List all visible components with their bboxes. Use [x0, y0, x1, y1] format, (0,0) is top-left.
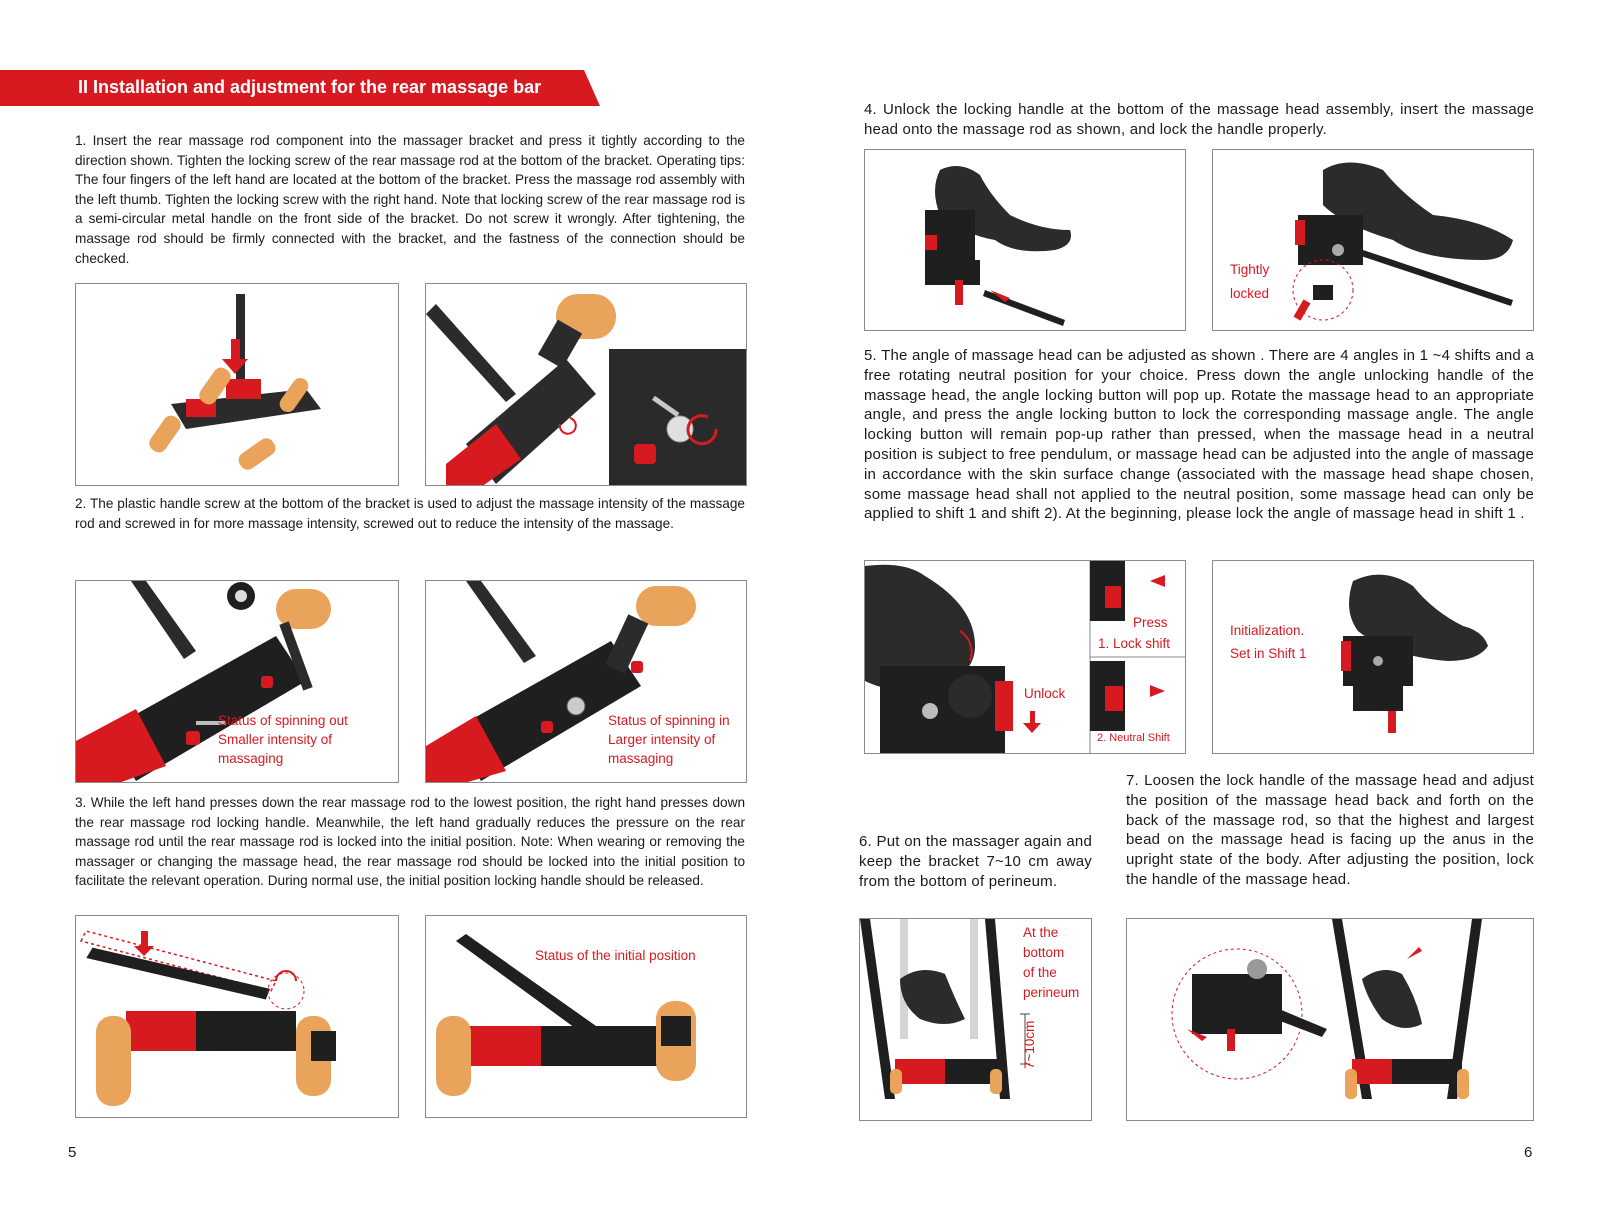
caption-tightly-1: Tightly — [1230, 262, 1270, 277]
caption-tightly-2: locked — [1230, 286, 1270, 301]
caption-initial-position: Status of the initial position — [535, 948, 696, 963]
figure-initialization — [1212, 560, 1534, 754]
caption-neutral-shift: 2. Neutral Shift — [1097, 732, 1170, 744]
screw-illustration — [426, 284, 747, 486]
caption-bottom-4: perineum — [1023, 985, 1080, 1000]
figure-rod-insert — [75, 283, 399, 486]
caption-spin-in-1: Status of spinning in — [608, 713, 730, 728]
step-1-text: 1. Insert the rear massage rod component into the massager bracket and press it tightly according to the direction shown. Tighten the locking screw of the rear massage rod at the bottom of the bracket. Operating tips: The four fingers of the left hand are located at the bottom of the bracket. Press the massage rod assembly with the left thumb. Tighten the locking screw with the right hand. Note that locking screw of the rear massage rod is a semi-circular metal handle on the front side of the bracket. Do not screw it wrongly. After tightening, the massage rod should be firmly connected with the bracket, and the fastness of the connection should be checked. — [75, 133, 745, 266]
figure-initial-position — [425, 915, 747, 1118]
figure-spinning-in — [425, 580, 747, 783]
figure-insert-head — [864, 149, 1186, 331]
figure-tightly-locked — [1212, 149, 1534, 331]
caption-spin-out-3: massaging — [218, 751, 284, 766]
figure-press-down — [75, 915, 399, 1118]
caption-distance: 7~10cm — [1022, 1020, 1037, 1069]
figure-screw-tighten — [425, 283, 747, 486]
figure-bracket-distance — [859, 918, 1092, 1121]
step-2-text: 2. The plastic handle screw at the bottom of the bracket is used to adjust the massage intensity of the massage rod and screwed in for more massage intensity, screwed out to reduce the intensity of the massage. — [75, 496, 745, 531]
caption-init-1: Initialization. — [1230, 623, 1305, 638]
caption-spin-out-2: Smaller intensity of — [218, 732, 333, 747]
figure-spinning-out — [75, 580, 399, 783]
red-arrow-icon — [134, 931, 154, 956]
step-6-text: 6. Put on the massager again and keep the bracket 7~10 cm away from the bottom of perineum. — [859, 833, 1092, 890]
caption-bottom-1: At the — [1023, 925, 1059, 940]
step-3-text: 3. While the left hand presses down the rear massage rod to the lowest position, the right hand presses down the rear massage rod locking handle. Meanwhile, the left hand gradually reduces the pressure on the rear massage rod until the rear massage rod is locked into the initial position. Note: When wearing or removing the massager or changing the massage head, the rear massage rod should be locked into the initial position to facilitate the relevant operation. During normal use, the initial position locking handle should be released. — [75, 795, 745, 889]
caption-spin-in-2: Larger intensity of — [608, 732, 716, 747]
page-number-left: 5 — [68, 1144, 77, 1161]
page-number-right: 6 — [1524, 1144, 1533, 1161]
caption-lock-shift: 1. Lock shift — [1098, 636, 1171, 651]
section-title: II Installation and adjustment for the rear massage bar — [78, 77, 542, 97]
section-banner — [0, 70, 600, 106]
caption-press: Press — [1133, 615, 1168, 630]
caption-unlock: Unlock — [1024, 686, 1066, 701]
figure-head-position — [1126, 918, 1534, 1121]
caption-spin-in-3: massaging — [608, 751, 674, 766]
caption-init-2: Set in Shift 1 — [1230, 646, 1307, 661]
figure-angle-adjust — [864, 560, 1186, 754]
caption-spin-out-1: Status of spinning out — [218, 713, 348, 728]
step-7-text: 7. Loosen the lock handle of the massage head and adjust the position of the massage head back and forth on the back of the massage rod, so that the highest and largest bead on the massage head is facing up the anus in the upright state of the body. After adjusting the position, lock the handle of the massage head. — [1126, 772, 1534, 888]
caption-bottom-3: of the — [1023, 965, 1057, 980]
step-5-text: 5. The angle of massage head can be adjusted as shown . There are 4 angles in 1 ~4 shifts and a free rotating neutral position for your choice. Press down the angle unlocking handle of the massage head, the angle locking button will pop up. Rotate the massage head to an appropriate angle, and press the angle locking button to lock the corresponding massage angle. The angle locking button will remain pop-up rather than pressed, when the massage head in a neutral position is subject to free pendulum, or massage head can be adjusted into the angle of massage in accordance with the skin surface change (associated with the massage head shape chosen, some massage head shall not applied to the neutral position, some massage head can only be applied to shift 1 and shift 2). At the beginning, please lock the angle of massage head in shift 1 . — [864, 347, 1534, 523]
step-4-text: 4. Unlock the locking handle at the bottom of the massage head assembly, insert the massage head onto the massage rod as shown, and lock the handle properly. — [864, 101, 1534, 138]
bracket-illustration — [76, 284, 399, 486]
caption-bottom-2: bottom — [1023, 945, 1065, 960]
red-arrow-icon — [1023, 711, 1041, 733]
